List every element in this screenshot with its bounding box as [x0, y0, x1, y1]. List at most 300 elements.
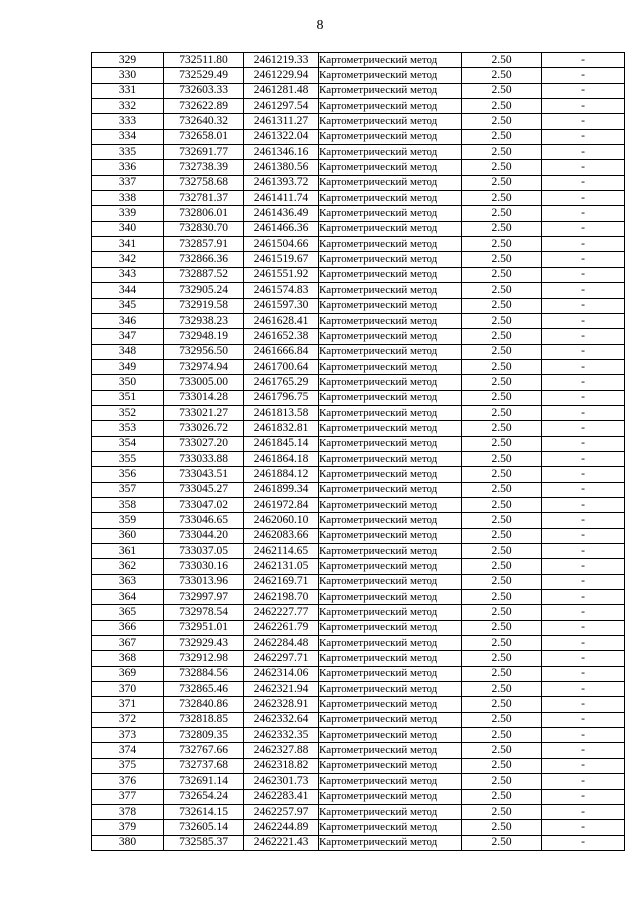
precision-cell: 2.50: [462, 620, 542, 635]
y-coordinate-cell: 2461972.84: [244, 497, 319, 512]
precision-cell: 2.50: [462, 145, 542, 160]
y-coordinate-cell: 2461899.34: [244, 482, 319, 497]
y-coordinate-cell: 2461700.64: [244, 359, 319, 374]
y-coordinate-cell: 2461884.12: [244, 467, 319, 482]
table-row: [92, 252, 625, 267]
y-coordinate-cell: 2461652.38: [244, 329, 319, 344]
description-cell: -: [542, 237, 625, 252]
method-cell: Картометрический метод: [319, 513, 462, 528]
point-number-cell: 352: [92, 405, 164, 420]
table-row: [92, 774, 625, 789]
description-cell: -: [542, 390, 625, 405]
point-number-cell: 358: [92, 497, 164, 512]
precision-cell: 2.50: [462, 820, 542, 835]
description-cell: -: [542, 804, 625, 819]
precision-cell: 2.50: [462, 405, 542, 420]
y-coordinate-cell: 2462169.71: [244, 574, 319, 589]
x-coordinate-cell: 732603.33: [164, 83, 244, 98]
x-coordinate-cell: 732585.37: [164, 835, 244, 850]
x-coordinate-cell: 732974.94: [164, 359, 244, 374]
x-coordinate-cell: 732691.14: [164, 774, 244, 789]
table-row: [92, 804, 625, 819]
precision-cell: 2.50: [462, 221, 542, 236]
method-cell: Картометрический метод: [319, 636, 462, 651]
method-cell: Картометрический метод: [319, 129, 462, 144]
x-coordinate-cell: 732758.68: [164, 175, 244, 190]
table-row: [92, 329, 625, 344]
point-number-cell: 375: [92, 758, 164, 773]
method-cell: Картометрический метод: [319, 283, 462, 298]
method-cell: Картометрический метод: [319, 313, 462, 328]
y-coordinate-cell: 2461765.29: [244, 375, 319, 390]
point-number-cell: 351: [92, 390, 164, 405]
description-cell: -: [542, 497, 625, 512]
description-cell: -: [542, 574, 625, 589]
x-coordinate-cell: 732938.23: [164, 313, 244, 328]
precision-cell: 2.50: [462, 206, 542, 221]
method-cell: Картометрический метод: [319, 758, 462, 773]
x-coordinate-cell: 732809.35: [164, 728, 244, 743]
table-row: [92, 191, 625, 206]
table-row: [92, 375, 625, 390]
precision-cell: 2.50: [462, 835, 542, 850]
page-number: 8: [316, 18, 324, 33]
method-cell: Картометрический метод: [319, 697, 462, 712]
x-coordinate-cell: 732529.49: [164, 68, 244, 83]
point-number-cell: 331: [92, 83, 164, 98]
y-coordinate-cell: 2462083.66: [244, 528, 319, 543]
point-number-cell: 376: [92, 774, 164, 789]
method-cell: Картометрический метод: [319, 359, 462, 374]
y-coordinate-cell: 2462221.43: [244, 835, 319, 850]
coordinates-table-body: [92, 53, 625, 851]
x-coordinate-cell: 732956.50: [164, 344, 244, 359]
x-coordinate-cell: 732857.91: [164, 237, 244, 252]
point-number-cell: 355: [92, 451, 164, 466]
table-row: [92, 68, 625, 83]
method-cell: Картометрический метод: [319, 651, 462, 666]
precision-cell: 2.50: [462, 375, 542, 390]
y-coordinate-cell: 2462257.97: [244, 804, 319, 819]
precision-cell: 2.50: [462, 743, 542, 758]
point-number-cell: 335: [92, 145, 164, 160]
y-coordinate-cell: 2462321.94: [244, 682, 319, 697]
description-cell: -: [542, 620, 625, 635]
table-row: [92, 114, 625, 129]
point-number-cell: 347: [92, 329, 164, 344]
x-coordinate-cell: 732830.70: [164, 221, 244, 236]
y-coordinate-cell: 2462283.41: [244, 789, 319, 804]
method-cell: Картометрический метод: [319, 559, 462, 574]
table-row: [92, 682, 625, 697]
x-coordinate-cell: 732614.15: [164, 804, 244, 819]
table-row: [92, 206, 625, 221]
y-coordinate-cell: 2461311.27: [244, 114, 319, 129]
table-row: [92, 835, 625, 850]
point-number-cell: 377: [92, 789, 164, 804]
precision-cell: 2.50: [462, 528, 542, 543]
y-coordinate-cell: 2461380.56: [244, 160, 319, 175]
description-cell: -: [542, 666, 625, 681]
table-row: [92, 467, 625, 482]
method-cell: Картометрический метод: [319, 590, 462, 605]
x-coordinate-cell: 732658.01: [164, 129, 244, 144]
point-number-cell: 369: [92, 666, 164, 681]
y-coordinate-cell: 2461519.67: [244, 252, 319, 267]
method-cell: Картометрический метод: [319, 53, 462, 68]
x-coordinate-cell: 732691.77: [164, 145, 244, 160]
description-cell: -: [542, 467, 625, 482]
y-coordinate-cell: 2461845.14: [244, 436, 319, 451]
table-row: [92, 728, 625, 743]
table-row: [92, 559, 625, 574]
description-cell: -: [542, 789, 625, 804]
description-cell: -: [542, 605, 625, 620]
point-number-cell: 333: [92, 114, 164, 129]
point-number-cell: 359: [92, 513, 164, 528]
description-cell: -: [542, 451, 625, 466]
point-number-cell: 332: [92, 99, 164, 114]
table-row: [92, 405, 625, 420]
x-coordinate-cell: 732978.54: [164, 605, 244, 620]
point-number-cell: 356: [92, 467, 164, 482]
precision-cell: 2.50: [462, 237, 542, 252]
x-coordinate-cell: 733033.88: [164, 451, 244, 466]
precision-cell: 2.50: [462, 482, 542, 497]
description-cell: -: [542, 359, 625, 374]
precision-cell: 2.50: [462, 559, 542, 574]
table-row: [92, 344, 625, 359]
method-cell: Картометрический метод: [319, 728, 462, 743]
description-cell: -: [542, 99, 625, 114]
description-cell: -: [542, 421, 625, 436]
y-coordinate-cell: 2462314.06: [244, 666, 319, 681]
point-number-cell: 364: [92, 590, 164, 605]
precision-cell: 2.50: [462, 682, 542, 697]
x-coordinate-cell: 732905.24: [164, 283, 244, 298]
method-cell: Картометрический метод: [319, 175, 462, 190]
precision-cell: 2.50: [462, 590, 542, 605]
precision-cell: 2.50: [462, 191, 542, 206]
precision-cell: 2.50: [462, 114, 542, 129]
precision-cell: 2.50: [462, 544, 542, 559]
y-coordinate-cell: 2462332.64: [244, 712, 319, 727]
y-coordinate-cell: 2462327.88: [244, 743, 319, 758]
point-number-cell: 366: [92, 620, 164, 635]
point-number-cell: 380: [92, 835, 164, 850]
x-coordinate-cell: 732654.24: [164, 789, 244, 804]
precision-cell: 2.50: [462, 666, 542, 681]
table-row: [92, 620, 625, 635]
method-cell: Картометрический метод: [319, 528, 462, 543]
y-coordinate-cell: 2462114.65: [244, 544, 319, 559]
precision-cell: 2.50: [462, 728, 542, 743]
method-cell: Картометрический метод: [319, 344, 462, 359]
table-row: [92, 789, 625, 804]
point-number-cell: 368: [92, 651, 164, 666]
x-coordinate-cell: 732884.56: [164, 666, 244, 681]
y-coordinate-cell: 2461666.84: [244, 344, 319, 359]
precision-cell: 2.50: [462, 83, 542, 98]
table-row: [92, 636, 625, 651]
method-cell: Картометрический метод: [319, 835, 462, 850]
precision-cell: 2.50: [462, 99, 542, 114]
y-coordinate-cell: 2462227.77: [244, 605, 319, 620]
y-coordinate-cell: 2462328.91: [244, 697, 319, 712]
precision-cell: 2.50: [462, 467, 542, 482]
description-cell: -: [542, 636, 625, 651]
x-coordinate-cell: 733014.28: [164, 390, 244, 405]
y-coordinate-cell: 2461322.04: [244, 129, 319, 144]
description-cell: -: [542, 53, 625, 68]
description-cell: -: [542, 329, 625, 344]
precision-cell: 2.50: [462, 344, 542, 359]
description-cell: -: [542, 160, 625, 175]
y-coordinate-cell: 2462318.82: [244, 758, 319, 773]
method-cell: Картометрический метод: [319, 743, 462, 758]
method-cell: Картометрический метод: [319, 421, 462, 436]
y-coordinate-cell: 2462131.05: [244, 559, 319, 574]
description-cell: -: [542, 528, 625, 543]
method-cell: Картометрический метод: [319, 774, 462, 789]
method-cell: Картометрический метод: [319, 390, 462, 405]
description-cell: -: [542, 145, 625, 160]
description-cell: -: [542, 743, 625, 758]
method-cell: Картометрический метод: [319, 160, 462, 175]
y-coordinate-cell: 2461574.83: [244, 283, 319, 298]
y-coordinate-cell: 2461864.18: [244, 451, 319, 466]
y-coordinate-cell: 2461219.33: [244, 53, 319, 68]
table-row: [92, 528, 625, 543]
method-cell: Картометрический метод: [319, 145, 462, 160]
precision-cell: 2.50: [462, 53, 542, 68]
point-number-cell: 373: [92, 728, 164, 743]
point-number-cell: 365: [92, 605, 164, 620]
table-row: [92, 145, 625, 160]
table-row: [92, 697, 625, 712]
method-cell: Картометрический метод: [319, 804, 462, 819]
precision-cell: 2.50: [462, 68, 542, 83]
point-number-cell: 353: [92, 421, 164, 436]
method-cell: Картометрический метод: [319, 451, 462, 466]
table-row: [92, 175, 625, 190]
description-cell: -: [542, 206, 625, 221]
precision-cell: 2.50: [462, 636, 542, 651]
precision-cell: 2.50: [462, 129, 542, 144]
precision-cell: 2.50: [462, 359, 542, 374]
description-cell: -: [542, 697, 625, 712]
y-coordinate-cell: 2461297.54: [244, 99, 319, 114]
x-coordinate-cell: 732806.01: [164, 206, 244, 221]
x-coordinate-cell: 732767.66: [164, 743, 244, 758]
x-coordinate-cell: 733043.51: [164, 467, 244, 482]
point-number-cell: 338: [92, 191, 164, 206]
point-number-cell: 374: [92, 743, 164, 758]
description-cell: -: [542, 559, 625, 574]
table-row: [92, 237, 625, 252]
precision-cell: 2.50: [462, 390, 542, 405]
y-coordinate-cell: 2462261.79: [244, 620, 319, 635]
method-cell: Картометрический метод: [319, 820, 462, 835]
precision-cell: 2.50: [462, 758, 542, 773]
x-coordinate-cell: 733044.20: [164, 528, 244, 543]
precision-cell: 2.50: [462, 574, 542, 589]
method-cell: Картометрический метод: [319, 329, 462, 344]
y-coordinate-cell: 2461393.72: [244, 175, 319, 190]
method-cell: Картометрический метод: [319, 68, 462, 83]
point-number-cell: 337: [92, 175, 164, 190]
point-number-cell: 378: [92, 804, 164, 819]
table-row: [92, 267, 625, 282]
description-cell: -: [542, 114, 625, 129]
y-coordinate-cell: 2461436.49: [244, 206, 319, 221]
point-number-cell: 344: [92, 283, 164, 298]
precision-cell: 2.50: [462, 421, 542, 436]
x-coordinate-cell: 733045.27: [164, 482, 244, 497]
y-coordinate-cell: 2461628.41: [244, 313, 319, 328]
y-coordinate-cell: 2461813.58: [244, 405, 319, 420]
x-coordinate-cell: 732919.58: [164, 298, 244, 313]
method-cell: Картометрический метод: [319, 237, 462, 252]
method-cell: Картометрический метод: [319, 789, 462, 804]
method-cell: Картометрический метод: [319, 605, 462, 620]
y-coordinate-cell: 2461832.81: [244, 421, 319, 436]
y-coordinate-cell: 2461551.92: [244, 267, 319, 282]
table-row: [92, 53, 625, 68]
table-row: [92, 590, 625, 605]
description-cell: -: [542, 835, 625, 850]
description-cell: -: [542, 313, 625, 328]
description-cell: -: [542, 728, 625, 743]
precision-cell: 2.50: [462, 329, 542, 344]
method-cell: Картометрический метод: [319, 666, 462, 681]
method-cell: Картометрический метод: [319, 267, 462, 282]
x-coordinate-cell: 732887.52: [164, 267, 244, 282]
point-number-cell: 343: [92, 267, 164, 282]
description-cell: -: [542, 820, 625, 835]
y-coordinate-cell: 2461504.66: [244, 237, 319, 252]
precision-cell: 2.50: [462, 436, 542, 451]
point-number-cell: 339: [92, 206, 164, 221]
y-coordinate-cell: 2462284.48: [244, 636, 319, 651]
point-number-cell: 357: [92, 482, 164, 497]
x-coordinate-cell: 733026.72: [164, 421, 244, 436]
description-cell: -: [542, 298, 625, 313]
table-row: [92, 605, 625, 620]
method-cell: Картометрический метод: [319, 405, 462, 420]
method-cell: Картометрический метод: [319, 375, 462, 390]
description-cell: -: [542, 267, 625, 282]
precision-cell: 2.50: [462, 804, 542, 819]
x-coordinate-cell: 732737.68: [164, 758, 244, 773]
precision-cell: 2.50: [462, 712, 542, 727]
y-coordinate-cell: 2462301.73: [244, 774, 319, 789]
precision-cell: 2.50: [462, 697, 542, 712]
x-coordinate-cell: 732818.85: [164, 712, 244, 727]
precision-cell: 2.50: [462, 774, 542, 789]
table-row: [92, 544, 625, 559]
description-cell: -: [542, 682, 625, 697]
precision-cell: 2.50: [462, 283, 542, 298]
precision-cell: 2.50: [462, 513, 542, 528]
method-cell: Картометрический метод: [319, 467, 462, 482]
table-row: [92, 283, 625, 298]
table-row: [92, 390, 625, 405]
point-number-cell: 346: [92, 313, 164, 328]
method-cell: Картометрический метод: [319, 206, 462, 221]
description-cell: -: [542, 191, 625, 206]
y-coordinate-cell: 2462060.10: [244, 513, 319, 528]
table-row: [92, 712, 625, 727]
x-coordinate-cell: 733013.96: [164, 574, 244, 589]
y-coordinate-cell: 2461796.75: [244, 390, 319, 405]
description-cell: -: [542, 129, 625, 144]
y-coordinate-cell: 2462332.35: [244, 728, 319, 743]
precision-cell: 2.50: [462, 267, 542, 282]
y-coordinate-cell: 2462198.70: [244, 590, 319, 605]
description-cell: -: [542, 544, 625, 559]
description-cell: -: [542, 590, 625, 605]
method-cell: Картометрический метод: [319, 83, 462, 98]
description-cell: -: [542, 774, 625, 789]
point-number-cell: 367: [92, 636, 164, 651]
x-coordinate-cell: 733047.02: [164, 497, 244, 512]
method-cell: Картометрический метод: [319, 191, 462, 206]
point-number-cell: 360: [92, 528, 164, 543]
y-coordinate-cell: 2461229.94: [244, 68, 319, 83]
point-number-cell: 334: [92, 129, 164, 144]
y-coordinate-cell: 2461281.48: [244, 83, 319, 98]
precision-cell: 2.50: [462, 313, 542, 328]
x-coordinate-cell: 733037.05: [164, 544, 244, 559]
point-number-cell: 372: [92, 712, 164, 727]
point-number-cell: 341: [92, 237, 164, 252]
method-cell: Картометрический метод: [319, 436, 462, 451]
x-coordinate-cell: 733005.00: [164, 375, 244, 390]
point-number-cell: 363: [92, 574, 164, 589]
description-cell: -: [542, 83, 625, 98]
x-coordinate-cell: 732640.32: [164, 114, 244, 129]
description-cell: -: [542, 758, 625, 773]
x-coordinate-cell: 732840.86: [164, 697, 244, 712]
description-cell: -: [542, 375, 625, 390]
table-row: [92, 298, 625, 313]
x-coordinate-cell: 732997.97: [164, 590, 244, 605]
y-coordinate-cell: 2461411.74: [244, 191, 319, 206]
y-coordinate-cell: 2462297.71: [244, 651, 319, 666]
x-coordinate-cell: 732912.98: [164, 651, 244, 666]
point-number-cell: 379: [92, 820, 164, 835]
table-row: [92, 313, 625, 328]
point-number-cell: 348: [92, 344, 164, 359]
method-cell: Картометрический метод: [319, 99, 462, 114]
x-coordinate-cell: 732866.36: [164, 252, 244, 267]
description-cell: -: [542, 283, 625, 298]
table-row: [92, 758, 625, 773]
method-cell: Картометрический метод: [319, 114, 462, 129]
point-number-cell: 371: [92, 697, 164, 712]
table-row: [92, 221, 625, 236]
method-cell: Картометрический метод: [319, 682, 462, 697]
table-row: [92, 497, 625, 512]
table-row: [92, 820, 625, 835]
point-number-cell: 362: [92, 559, 164, 574]
method-cell: Картометрический метод: [319, 221, 462, 236]
y-coordinate-cell: 2462244.89: [244, 820, 319, 835]
point-number-cell: 342: [92, 252, 164, 267]
precision-cell: 2.50: [462, 252, 542, 267]
table-row: [92, 743, 625, 758]
